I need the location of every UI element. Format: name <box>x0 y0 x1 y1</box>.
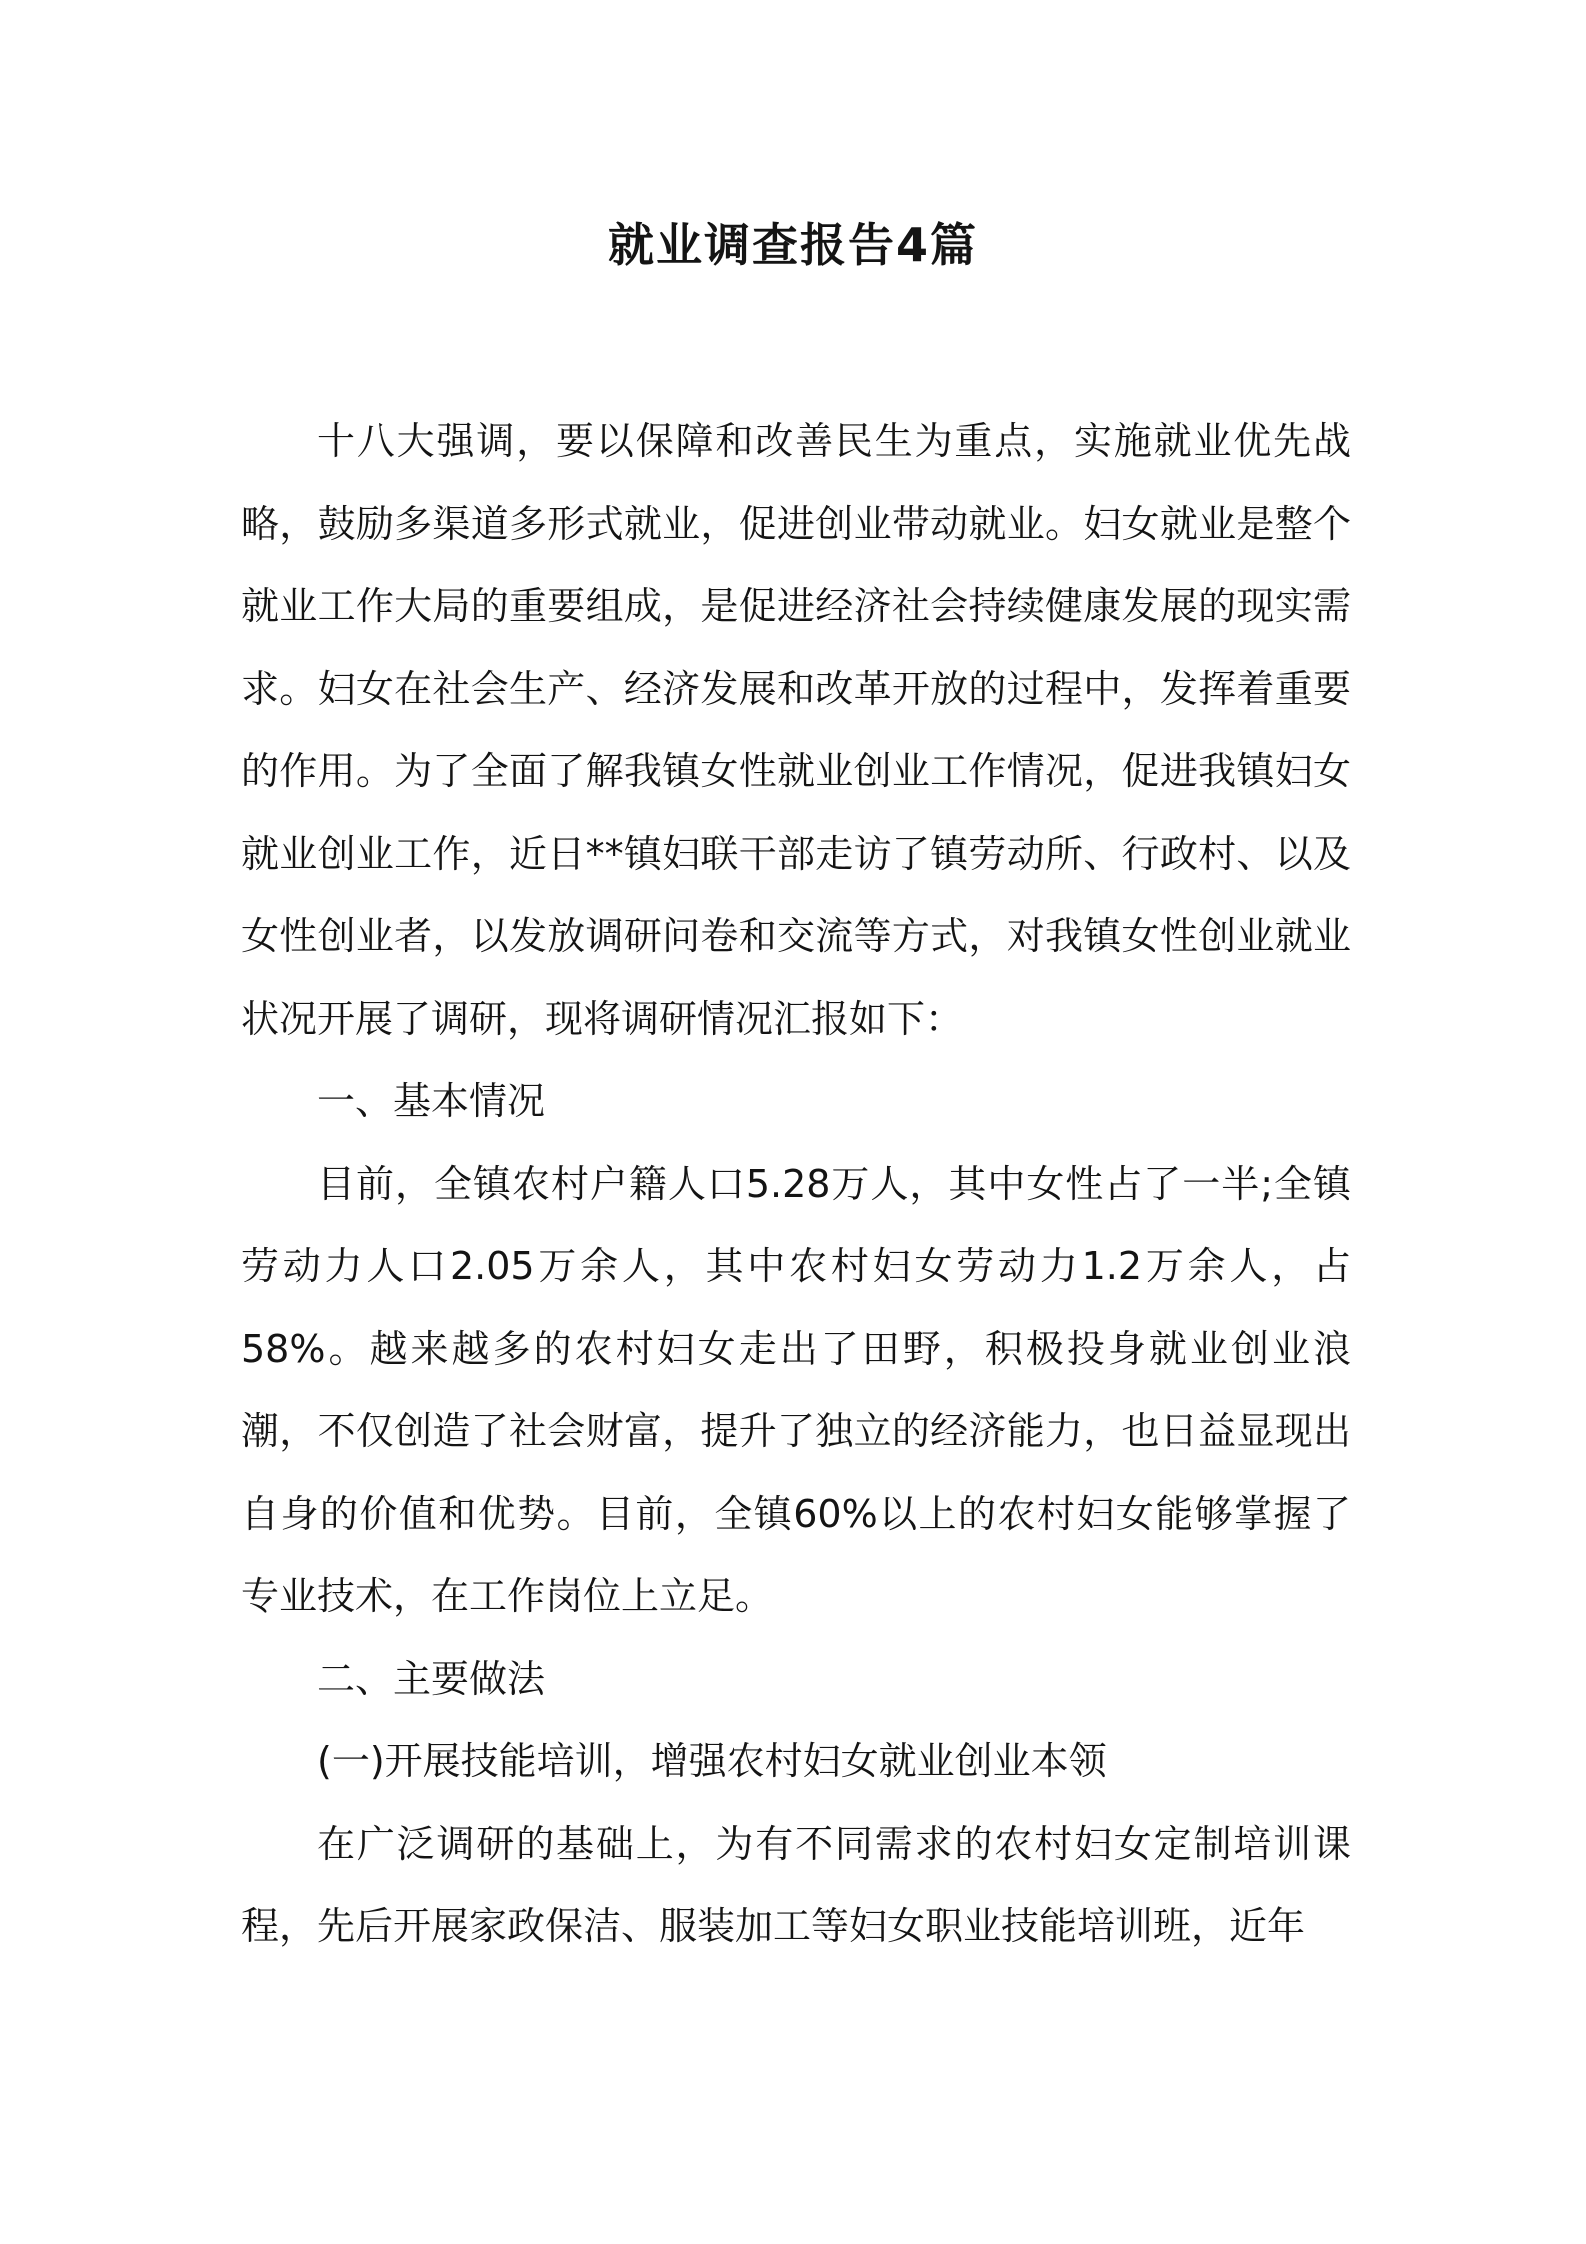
subsection-heading-skills-training: (一)开展技能培训，增强农村妇女就业创业本领 <box>317 1739 1107 1783</box>
section-heading-basic-situation: 一、基本情况 <box>317 1079 546 1123</box>
intro-paragraph: 十八大强调，要以保障和改善民生为重点，实施就业优先战略，鼓励多渠道多形式就业，促进创业带动就业。妇女就业是整个就业工作大局的重要组成，是促进经济社会持续健康发展的现实需求。妇女在社会生产、经济发展和改革开放的过程中，发挥着重要的作用。为了全面了解我镇女性就业创业工作情况，促进我镇妇女就业创业工作，近日**镇妇联干部走访了镇劳动所、行政村、以及女性创业者，以发放调研问卷和交流等方式，对我镇女性创业就业状况开展了调研，现将调研情况汇报如下： <box>241 419 1351 1041</box>
document-body <box>241 400 1351 1968</box>
basic-situation-paragraph: 目前，全镇农村户籍人口5.28万人，其中女性占了一半;全镇劳动力人口2.05万余人，其中农村妇女劳动力1.2万余人，占58%。越来越多的农村妇女走出了田野，积极投身就业创业浪潮，不仅创造了社会财富，提升了独立的经济能力，也日益显现出自身的价值和优势。目前，全镇60%以上的农村妇女能够掌握了专业技术，在工作岗位上立足。 <box>241 1161 1351 1618</box>
section-heading-main-practices: 二、主要做法 <box>317 1656 546 1701</box>
document-title: 就业调查报告4篇 <box>607 218 978 272</box>
skills-training-paragraph: 在广泛调研的基础上，为有不同需求的农村妇女定制培训课程，先后开展家政保洁、服装加工等妇女职业技能培训班，近年 <box>241 1821 1351 1948</box>
